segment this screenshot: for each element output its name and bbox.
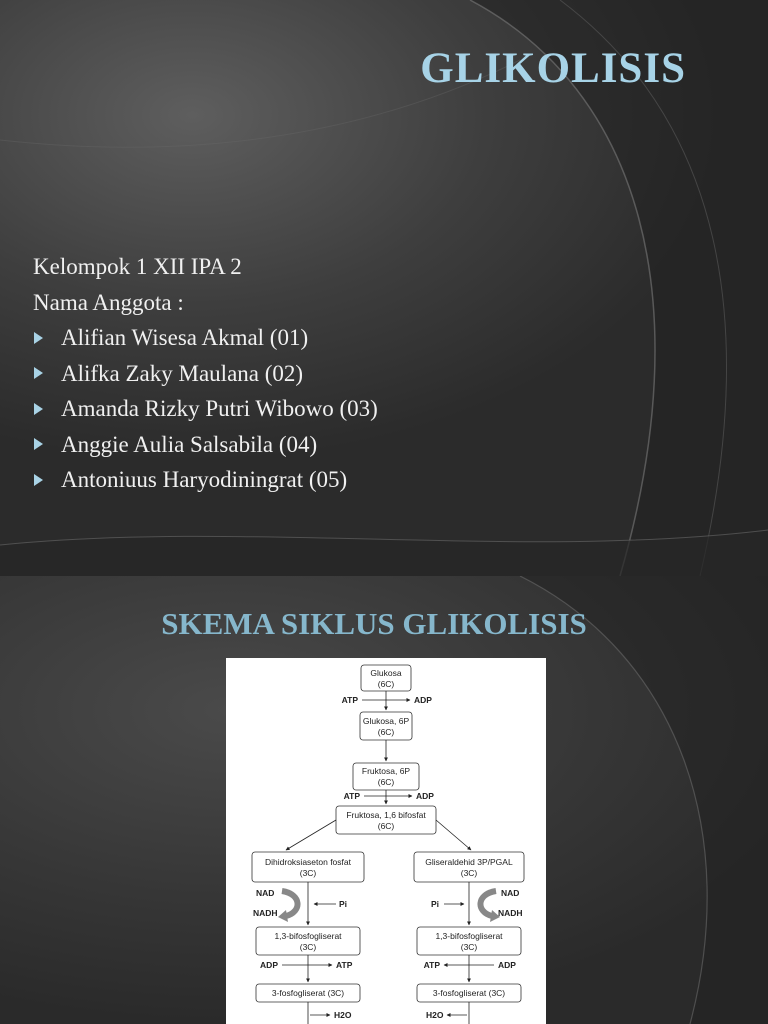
- bpg-label: 1,3-bifosfogliserat: [274, 931, 342, 941]
- member-name: Amanda Rizky Putri Wibowo (03): [61, 396, 378, 421]
- member-name: Anggie Aulia Salsabila (04): [61, 431, 318, 457]
- glukosa-label: Glukosa: [370, 668, 402, 678]
- nad-label: NAD: [256, 888, 275, 898]
- pgal-carbon: (3C): [460, 868, 478, 878]
- h2o-label: H2O: [334, 1010, 352, 1020]
- bpg-carbon: (3C): [299, 942, 317, 952]
- pgal-label: Gliseraldehid 3P/PGAL: [425, 857, 513, 867]
- bullet-arrow-icon: [34, 367, 43, 379]
- bpg-label: 1,3-bifosfogliserat: [435, 931, 503, 941]
- fruktosa16-carbon: (6C): [377, 821, 395, 831]
- dhap-label: Dihidroksiaseton fosfat: [265, 857, 351, 867]
- member-name: Alifka Zaky Maulana (02): [61, 360, 304, 386]
- nadh-label: NADH: [498, 908, 523, 918]
- bullet-arrow-icon: [34, 332, 43, 344]
- bullet-arrow-icon: [34, 474, 43, 486]
- member-item: [33, 427, 378, 463]
- atp-label: ATP: [423, 960, 440, 970]
- glycolysis-diagram: [226, 658, 546, 1024]
- atp-label: ATP: [341, 695, 358, 705]
- bullet-arrow-icon: [34, 403, 43, 415]
- nad-label: NAD: [501, 888, 520, 898]
- glukosa-carbon: (6C): [377, 679, 395, 689]
- slide-title: GLIKOLISIS: [420, 45, 686, 92]
- h2o-label: H2O: [426, 1010, 444, 1020]
- nadh-label: NADH: [253, 908, 278, 918]
- slide-title: SKEMA SIKLUS GLIKOLISIS: [161, 606, 587, 641]
- adp-label: ADP: [414, 695, 432, 705]
- adp-label: ADP: [498, 960, 516, 970]
- member-item: [33, 356, 378, 392]
- adp-label: ADP: [260, 960, 278, 970]
- fruktosa6p-carbon: (6C): [377, 777, 395, 787]
- pg3-label: 3-fosfogliserat (3C): [271, 988, 345, 998]
- pi-label: Pi: [431, 899, 440, 909]
- atp-label: ATP: [336, 960, 353, 970]
- members-label: Nama Anggota :: [33, 289, 184, 315]
- member-name: Antoniuus Haryodiningrat (05): [61, 467, 348, 492]
- member-item: [33, 320, 378, 356]
- pg3-label: 3-fosfogliserat (3C): [432, 988, 506, 998]
- arrow-split-left: [286, 820, 336, 850]
- bpg-carbon: (3C): [460, 942, 478, 952]
- member-item: [33, 391, 378, 427]
- bullet-arrow-icon: [34, 438, 43, 450]
- redox-arrow-head: [278, 910, 288, 922]
- fruktosa6p-label: Fruktosa, 6P: [361, 766, 411, 776]
- slide-body: [33, 249, 378, 498]
- arrow-split-right: [436, 820, 471, 850]
- pi-label: Pi: [339, 899, 348, 909]
- dhap-carbon: (3C): [299, 868, 317, 878]
- fruktosa16-label: Fruktosa, 1,6 bifosfat: [346, 810, 426, 820]
- adp-label: ADP: [416, 791, 434, 801]
- diagram-slide: [0, 576, 768, 1024]
- group-label: Kelompok 1 XII IPA 2: [33, 254, 242, 279]
- member-name: Alifian Wisesa Akmal (01): [61, 325, 309, 350]
- member-item: [33, 462, 378, 498]
- glukosa6p-carbon: (6C): [377, 727, 395, 737]
- atp-label: ATP: [343, 791, 360, 801]
- glukosa6p-label: Glukosa, 6P: [362, 716, 410, 726]
